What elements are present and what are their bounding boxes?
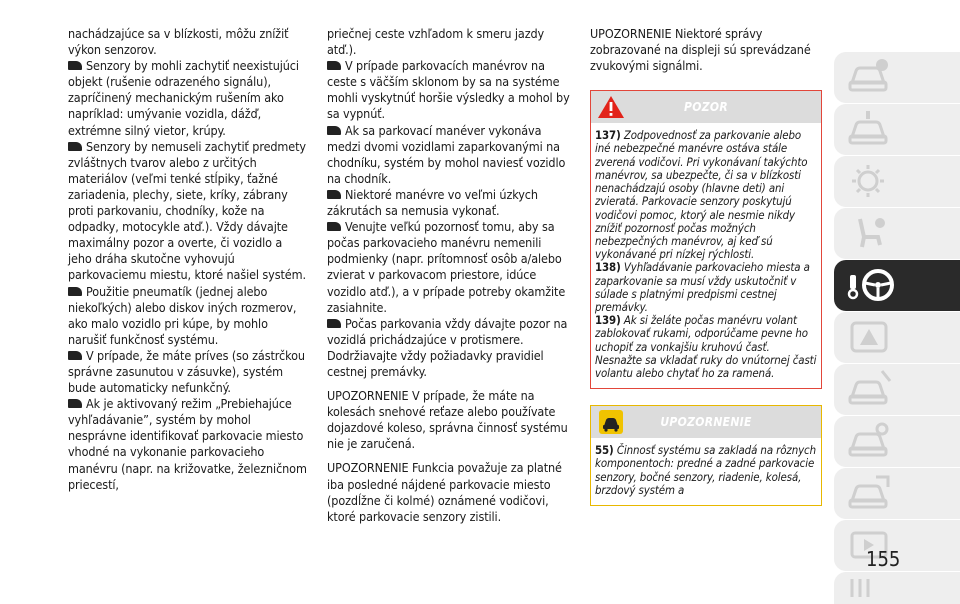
warning-entry: 137) Zodpovednosť za parkovanie alebo iné nebezpečné manévre ostáva stále zverená vodičovi. Pri vykonávaní takýchto manévrov, sa ubezpečte, či sa v blízkosti nenachádzajú osoby (hlavne deti) ani zvieratá. Parkovacie senzory poskytujú vodičovi pomoc, ktorý ale nesmie nikdy znížiť pozornosť počas možných nebezpečných manévrov, aj keď sú vykonávané pri nízkej rýchlosti. [595,128,808,262]
tab-emergency[interactable] [834,364,960,415]
warning-box [590,90,822,389]
bullet-item: Ak je aktivovaný režim „Prebiehajúce vyhľadávanie”, systém by mohol nesprávne identifikovať parkovacie miesto vhodné na vykonanie parkovacieho manévru (napr. na križovatke, železničnom priecestí, [68,396,307,492]
warning-body [591,123,821,388]
caution-body [591,438,821,505]
page-number: 155 [866,547,901,571]
bullet-marker-icon [327,126,341,135]
note-paragraph: UPOZORNENIE Niektoré správy zobrazované na displeji sú sprevádzané zvukovými signálmi. [590,26,811,74]
bullet-marker-icon [68,287,82,296]
bullet-marker-icon [68,399,82,408]
text-column-3 [590,26,822,506]
bullet-item: Senzory by mohli zachytiť neexistujúci objekt (rušenie odrazeného signálu), zapríčinený mechanickým rušením ako napríklad: umývanie vozidla, dážď, extrémne silný vietor, krúpy. [68,58,299,138]
bullet-marker-icon [68,61,82,70]
tab-seats[interactable] [834,208,960,259]
paragraph: nachádzajúce sa v blízkosti, môžu znížiť výkon senzorov. [68,26,289,58]
bullet-marker-icon [327,61,341,70]
maintenance-icon [846,421,892,461]
caution-title: UPOZORNENIE [660,415,752,430]
bullet-item: V prípade, že máte príves (so zástrčkou správne zasunutou v zásuvke), systém bude automaticky nefunkčný. [68,347,305,396]
tab-starting-driving[interactable] [834,260,960,311]
caution-header [591,406,821,438]
bullet-item: Venujte veľkú pozornosť tomu, aby sa počas parkovacieho manévru nemenili podmienky (napr. prítomnosť osôb a/alebo zvierat v parkovacom priestore, idúce vozidlo atď.), a v prípade potreby okamžite zasiahnite. [327,219,566,315]
bullet-marker-icon [327,222,341,231]
bullet-marker-icon [68,351,82,360]
tab-car-safety[interactable] [834,104,960,155]
tab-car-info[interactable] [834,52,960,103]
bullet-item: Ak sa parkovací manéver vykonáva medzi dvomi vozidlami zaparkovanými na chodníku, systém by mohol naviesť vozidlo na chodník. [327,122,566,186]
bullet-item: Počas parkovania vždy dávajte pozor na vozidlá prichádzajúce v protismere. Dodržiavajte vždy požiadavky pravidiel cestnej premávky. [327,315,568,379]
bullet-marker-icon [68,142,82,151]
tab-technical-data[interactable] [834,468,960,519]
bullet-item: V prípade parkovacích manévrov na ceste s väčším sklonom by sa na systéme mohli vyskytnúť horšie výsledky a mohol by sa vypnúť. [327,58,570,122]
technical-data-icon [846,473,892,513]
text-column-1 [68,26,308,493]
bullet-item: Použitie pneumatík (jednej alebo niekoľkých) alebo diskov iných rozmerov, ako malo vozidlo pri kúpe, by mohlo narušiť funkčnosť systému. [68,283,297,347]
text-column-2 [327,26,570,525]
key-steering-wheel-icon [846,265,898,305]
bullet-marker-icon [327,319,341,328]
warning-entry: 139) Ak si želáte počas manévru volant zablokovať rukami, odporúčame pevne ho uchopiť za vonkajšiu kruhovú časť. Nesnažte sa vkladať ruky do vnútornej časti volantu alebo chytať ho za ramená. [595,313,817,380]
warning-entry: 138) Vyhľadávanie parkovacieho miesta a zaparkovanie sa musí vždy uskutočniť v súlade s platnými predpismi cestnej premávky. [595,260,810,314]
seat-icon [846,213,892,253]
bullet-item: Niektoré manévre vo veľmi úzkych zákrutách sa nemusia vykonať. [327,186,538,219]
tab-lights[interactable] [834,156,960,207]
index-letters-icon [846,577,892,604]
dashboard-warning-icon [846,317,892,357]
bullet-marker-icon [327,190,341,199]
tab-index[interactable] [834,572,960,604]
emergency-car-icon [846,369,892,409]
caution-box [590,405,822,506]
paragraph: priečnej ceste vzhľadom k smeru jazdy atď.). [327,26,545,58]
warning-title: POZOR [684,100,728,115]
lights-icon [846,161,892,201]
tab-maintenance[interactable] [834,416,960,467]
chapter-tab-sidebar [827,0,960,604]
warning-header [591,91,821,123]
car-info-icon [846,57,892,97]
car-safety-icon [846,109,892,149]
note-paragraph: UPOZORNENIE Funkcia považuje za platné iba posledné nájdené parkovacie miesto (pozdĺžne či kolmé) oznámené vodičovi, ktoré parkovacie senzory zistili. [327,460,562,524]
note-paragraph: UPOZORNENIE V prípade, že máte na kolesách snehové reťaze alebo používate dojazdové koleso, správna činnosť systému nie je zaručená. [327,388,568,452]
tab-dashboard-warnings[interactable] [834,312,960,363]
caution-entry: 55) Činnosť systému sa zakladá na rôznych komponentoch: predné a zadné parkovacie senzory, bočné senzory, riadenie, kolesá, brzdový systém a [595,443,816,497]
bullet-item: Senzory by nemuseli zachytiť predmety zvláštnych tvarov alebo z určitých materiálov (veľmi tenké stĺpiky, ťažné zariadenia, plechy, siete, kríky, zábrany proti parkovaniu, chodníky, kože na odpadky, motocykle atď.). Vždy dávajte maximálny pozor a overte, či vozidlo a jeho dráha skutočne vyhovujú parkovaciemu miestu, ktoré našiel systém. [68,138,306,283]
